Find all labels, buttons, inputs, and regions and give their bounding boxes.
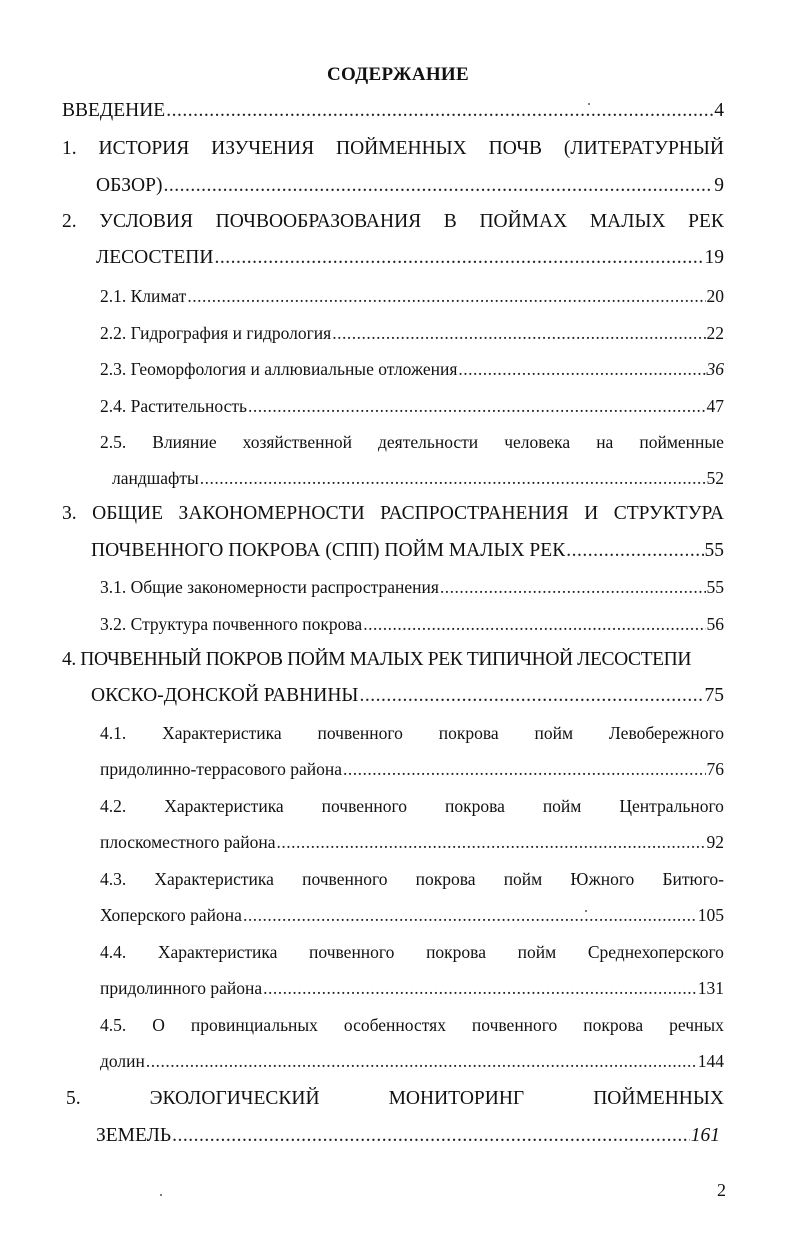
dot-leader bbox=[263, 975, 697, 1001]
toc-page-number: 19 bbox=[704, 247, 724, 268]
toc-page-number: 52 bbox=[706, 468, 724, 488]
dot-leader bbox=[359, 683, 703, 709]
toc-entry-text: придолинного района bbox=[100, 978, 263, 998]
toc-entry-4-3-line1[interactable] bbox=[100, 866, 724, 892]
toc-word: покрова bbox=[583, 1015, 644, 1035]
toc-entry-3-1[interactable] bbox=[100, 574, 724, 600]
toc-word: речных bbox=[669, 1015, 724, 1035]
toc-page-number: 22 bbox=[706, 323, 724, 343]
toc-entry-text: 3.2. Структура почвенного покрова bbox=[100, 614, 363, 634]
toc-entry-2-5-line2[interactable] bbox=[112, 465, 724, 491]
toc-page-number: 161 bbox=[690, 1125, 720, 1146]
toc-entry-text: ландшафты bbox=[112, 468, 199, 488]
toc-entry-text: 3.1. Общие закономерности распространения bbox=[100, 577, 439, 597]
toc-entry-4-5-line2[interactable] bbox=[100, 1048, 724, 1074]
toc-entry-2-3[interactable] bbox=[100, 356, 724, 382]
toc-word: почвенного bbox=[309, 942, 395, 962]
toc-word: 2.5. bbox=[100, 432, 127, 452]
toc-word: Южного bbox=[570, 869, 635, 889]
toc-entry-3-2[interactable] bbox=[100, 611, 724, 637]
toc-word: 5. bbox=[66, 1088, 81, 1109]
toc-word: Характеристика bbox=[162, 723, 282, 743]
toc-word: В bbox=[443, 211, 457, 232]
toc-entry-2-2[interactable] bbox=[100, 320, 724, 346]
dot-leader bbox=[277, 829, 706, 855]
toc-word: МОНИТОРИНГ bbox=[388, 1088, 525, 1109]
dot-leader bbox=[363, 611, 705, 637]
toc-entry-text: придолинно-террасового района bbox=[100, 759, 343, 779]
dot-leader bbox=[566, 538, 703, 564]
toc-word: покрова bbox=[415, 869, 476, 889]
toc-word: ПОЙМЕННЫХ bbox=[336, 138, 467, 159]
dot-leader bbox=[332, 320, 705, 346]
toc-word: 4.3. bbox=[100, 869, 127, 889]
toc-word: провинциальных bbox=[190, 1015, 318, 1035]
toc-entry-2-1[interactable] bbox=[100, 283, 724, 309]
toc-word: покрова bbox=[444, 796, 505, 816]
toc-entry-4-2-line2[interactable] bbox=[100, 829, 724, 855]
toc-word: ПОЙМАХ bbox=[479, 211, 568, 232]
toc-entry-text: ЗЕМЕЛЬ bbox=[96, 1125, 172, 1146]
toc-entry-2-5-line1[interactable] bbox=[100, 429, 724, 455]
toc-entry-4-1-line2[interactable] bbox=[100, 756, 724, 782]
toc-word: 4.1. bbox=[100, 723, 127, 743]
toc-page-number: 131 bbox=[697, 978, 724, 998]
toc-word: 4.2. bbox=[100, 796, 127, 816]
toc-entry-text: ВВЕДЕНИЕ bbox=[62, 100, 166, 121]
toc-word: ОБЩИЕ bbox=[92, 503, 164, 524]
dot-leader bbox=[200, 465, 706, 491]
dot-leader bbox=[214, 245, 703, 271]
toc-word: 1. bbox=[62, 138, 77, 159]
toc-entry-text: ЛЕСОСТЕПИ bbox=[96, 247, 214, 268]
toc-entry-4-4-line1[interactable] bbox=[100, 939, 724, 965]
toc-word: РЕК bbox=[688, 211, 724, 232]
toc-word: 3. bbox=[62, 503, 77, 524]
toc-page-number: 75 bbox=[704, 685, 724, 706]
toc-word: человека bbox=[504, 432, 571, 452]
toc-word: на bbox=[596, 432, 614, 452]
toc-entry-4-1-line1[interactable] bbox=[100, 720, 724, 746]
toc-page-number: 55 bbox=[706, 577, 724, 597]
toc-entry-text: 2.2. Гидрография и гидрология bbox=[100, 323, 332, 343]
toc-word: особенностях bbox=[343, 1015, 446, 1035]
dot-leader bbox=[172, 1123, 690, 1149]
toc-entry-2-4[interactable] bbox=[100, 393, 724, 419]
toc-word: ПОЙМЕННЫХ bbox=[593, 1088, 724, 1109]
toc-word: пойм bbox=[542, 796, 582, 816]
toc-entry-4-line2[interactable] bbox=[91, 683, 724, 709]
toc-entry-4-line1[interactable] bbox=[62, 647, 724, 673]
toc-word: РАСПРОСТРАНЕНИЯ bbox=[380, 503, 569, 524]
toc-word: пойм bbox=[503, 869, 543, 889]
toc-word: И bbox=[584, 503, 599, 524]
dot-leader bbox=[248, 393, 706, 419]
page-title: СОДЕРЖАНИЕ bbox=[327, 64, 469, 85]
toc-word: Среднехоперского bbox=[587, 942, 724, 962]
toc-entry-5-line1[interactable] bbox=[66, 1086, 724, 1112]
toc-page-number: 20 bbox=[706, 286, 724, 306]
toc-word: Влияние bbox=[152, 432, 217, 452]
toc-word: пойм bbox=[517, 942, 557, 962]
toc-word: СТРУКТУРА bbox=[613, 503, 724, 524]
dot-leader bbox=[146, 1048, 697, 1074]
dot-leader bbox=[440, 574, 706, 600]
toc-entry-text: 2.3. Геоморфология и аллювиальные отложения bbox=[100, 359, 458, 379]
dot-leader bbox=[458, 356, 705, 382]
toc-word: деятельности bbox=[377, 432, 479, 452]
toc-entry-1-line2[interactable] bbox=[96, 173, 724, 199]
toc-word: О bbox=[152, 1015, 165, 1035]
toc-entry-3-line1[interactable] bbox=[62, 501, 724, 527]
toc-word: ЗАКОНОМЕРНОСТИ bbox=[178, 503, 365, 524]
toc-word: ПОЧВ bbox=[488, 138, 542, 159]
toc-entry-text: Хоперского района bbox=[100, 905, 242, 925]
toc-page-number: 56 bbox=[706, 614, 724, 634]
page-number: 2 bbox=[717, 1180, 726, 1200]
toc-entry-2-line2[interactable] bbox=[96, 245, 724, 271]
toc-entry-text: ОКСКО-ДОНСКОЙ РАВНИНЫ bbox=[91, 685, 359, 706]
toc-entry-3-line2[interactable] bbox=[91, 538, 724, 564]
toc-page-number: 4 bbox=[714, 100, 724, 121]
toc-page-number: 105 bbox=[697, 905, 724, 925]
toc-entry-text: 4. ПОЧВЕННЫЙ ПОКРОВ ПОЙМ МАЛЫХ РЕК ТИПИЧНОЙ ЛЕСОСТЕПИ bbox=[62, 649, 692, 670]
toc-word: (ЛИТЕРАТУРНЫЙ bbox=[563, 138, 724, 159]
toc-entry-4-5-line1[interactable] bbox=[100, 1012, 724, 1038]
dot-leader bbox=[243, 902, 697, 928]
toc-entry-text: долин bbox=[100, 1051, 145, 1071]
toc-entry-text: плоскоместного района bbox=[100, 832, 276, 852]
toc-entry-text: 2.1. Климат bbox=[100, 286, 187, 306]
toc-page-number: 92 bbox=[706, 832, 724, 852]
toc-word: ПОЧВООБРАЗОВАНИЯ bbox=[215, 211, 422, 232]
toc-word: пойменные bbox=[639, 432, 724, 452]
toc-word: почвенного bbox=[471, 1015, 558, 1035]
toc-word: МАЛЫХ bbox=[589, 211, 666, 232]
toc-page-number: 36 bbox=[706, 359, 724, 379]
toc-word: Характеристика bbox=[164, 796, 284, 816]
toc-word: ЭКОЛОГИЧЕСКИЙ bbox=[149, 1088, 320, 1109]
toc-word: Битюго- bbox=[662, 869, 724, 889]
toc-entry-4-4-line2[interactable] bbox=[100, 975, 724, 1001]
toc-word: почвенного bbox=[302, 869, 388, 889]
toc-word: Характеристика bbox=[157, 942, 278, 962]
toc-word: почвенного bbox=[317, 723, 403, 743]
toc-entry-intro[interactable] bbox=[62, 98, 724, 124]
toc-entry-text: 2.4. Растительность bbox=[100, 396, 247, 416]
toc-word: 2. bbox=[62, 211, 77, 232]
toc-entry-2-line1[interactable] bbox=[62, 209, 724, 235]
scan-speck bbox=[588, 103, 590, 105]
toc-entry-5-line2[interactable] bbox=[96, 1123, 720, 1149]
dot-leader bbox=[166, 98, 713, 124]
toc-word: почвенного bbox=[321, 796, 408, 816]
toc-word: ИСТОРИЯ bbox=[98, 138, 190, 159]
toc-entry-1-line1[interactable] bbox=[62, 136, 724, 162]
toc-page-number: 47 bbox=[706, 396, 724, 416]
toc-word: пойм bbox=[534, 723, 574, 743]
toc-page-number: 55 bbox=[704, 540, 724, 561]
toc-word: Левобережного bbox=[608, 723, 724, 743]
toc-word: Характеристика bbox=[154, 869, 274, 889]
toc-entry-4-2-line1[interactable] bbox=[100, 793, 724, 819]
toc-word: 4.4. bbox=[100, 942, 127, 962]
toc-word: покрова bbox=[426, 942, 486, 962]
dot-leader bbox=[163, 173, 713, 199]
toc-page-number: 144 bbox=[697, 1051, 724, 1071]
toc-entry-text: ПОЧВЕННОГО ПОКРОВА (СПП) ПОЙМ МАЛЫХ РЕК bbox=[91, 540, 566, 561]
toc-page-number: 76 bbox=[706, 759, 724, 779]
toc-word: ИЗУЧЕНИЯ bbox=[211, 138, 315, 159]
toc-word: УСЛОВИЯ bbox=[99, 211, 193, 232]
toc-page-number: 9 bbox=[714, 175, 724, 196]
scan-speck bbox=[160, 1194, 162, 1196]
toc-word: хозяйственной bbox=[242, 432, 352, 452]
toc-entry-4-3-line2[interactable] bbox=[100, 902, 724, 928]
toc-word: Центрального bbox=[619, 796, 724, 816]
scan-speck bbox=[585, 910, 587, 912]
dot-leader bbox=[187, 283, 705, 309]
dot-leader bbox=[343, 756, 705, 782]
toc-word: покрова bbox=[438, 723, 499, 743]
toc-word: 4.5. bbox=[100, 1015, 127, 1035]
toc-entry-text: ОБЗОР) bbox=[96, 175, 163, 196]
